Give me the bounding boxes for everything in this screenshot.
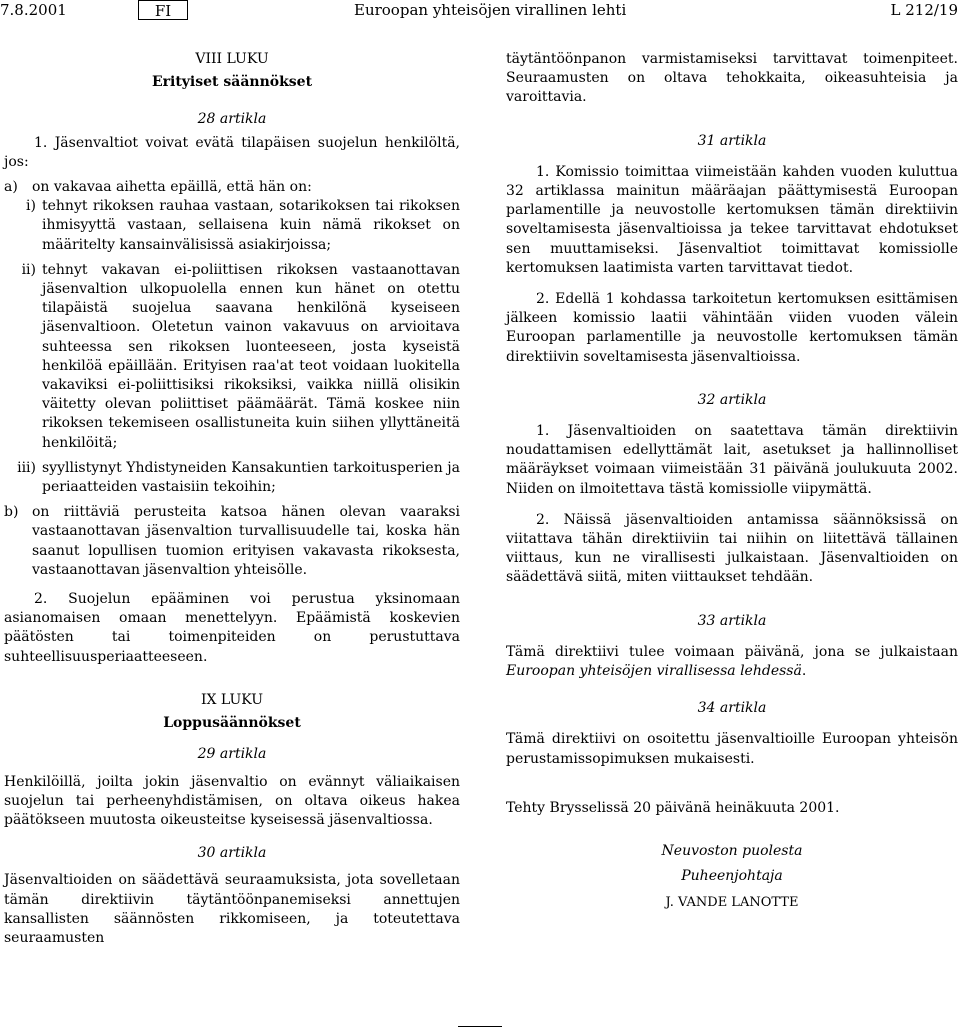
article-31-paragraph-1: 1. Komissio toimittaa viimeistään kahden vuoden kuluttua 32 artiklassa mainitun määräajan päättymisestä Euroopan parlamentille ja neuvostolle kertomuksen tämän direktiivin soveltamisesta jäsenvaltioissa ja tekee tarvittavat ehdotukset sen muuttamiseksi. Jäsenvaltiot toimittavat komissiolle kertomuksen laatimista varten tarvittavat tiedot. <box>506 163 958 276</box>
article-29-text: Henkilöillä, joilta jokin jäsenvaltio on evännyt väliaikaisen suojelun tai perheenyhdistämisen, on oltava oikeus hakea päätökseen muutosta oikeusteitse kyseisessä jäsenvaltiossa. <box>4 773 460 828</box>
list-item-ii <box>4 261 460 453</box>
article-34-heading: 34 artikla <box>697 700 767 717</box>
article-33-text <box>506 643 958 681</box>
list-label: b) <box>4 504 19 521</box>
chapter-9-label: IX LUKU <box>200 691 264 708</box>
footer-rule <box>458 1026 502 1027</box>
list-label: ii) <box>21 261 36 278</box>
signature-president-name: J. VANDE LANOTTE <box>665 894 799 910</box>
list-item-iii <box>4 459 460 497</box>
article-30-heading: 30 artikla <box>197 845 267 862</box>
list-text: tehnyt vakavan ei-poliittisen rikoksen vastaanottavan jäsenvaltion ulkopuolella ennen kun hänet on otettu tilapäistä suojelua saavana henkilönä kyseiseen jäsenvaltioon. Oletetun vainon vakavuus on arvioitava suhteessa sen rikoksen luonteeseen, josta kyseistä henkilöä epäillään. Erityisen raa'at teot voidaan luokitella vakaviksi ei-poliittisiksi rikoksiksi, vaikka niillä olisikin väitetty olevan poliittiset päämäärät. Tämä koskee niin rikoksen tekemiseen osallistuneita kuin siihen yllyttäneitä henkilöitä; <box>42 261 460 451</box>
signature-council: Neuvoston puolesta <box>661 843 803 860</box>
header-journal-title: Euroopan yhteisöjen virallinen lehti <box>354 1 627 19</box>
chapter-8-label: VIII LUKU <box>195 51 269 67</box>
article-32-paragraph-2: 2. Näissä jäsenvaltioiden antamissa säännöksissä on viitattava tähän direktiiviin tai niihin on liitettävä tällainen viittaus, kun ne virallisesti julkaistaan. Jäsenvaltioiden on säädettävä siitä, miten viittaukset tehdään. <box>506 511 958 586</box>
list-label: i) <box>26 198 36 215</box>
list-text: tehnyt rikoksen rauhaa vastaan, sotarikoksen tai rikoksen ihmisyyttä vastaan, sellaisena kuin nämä rikokset on määritelty kansainvälisissä asiakirjoissa; <box>42 198 460 253</box>
article-28-paragraph-1: 1. Jäsenvaltiot voivat evätä tilapäisen suojelun henkilöltä, jos: <box>4 134 460 170</box>
article-32-paragraph-1: 1. Jäsenvaltioiden on saatettava tämän direktiivin noudattamisen edellyttämät lait, asetukset ja hallinnolliset määräykset voimaan viimeistään 31 päivänä joulukuuta 2002. Niiden on ilmoitettava tästä komissiolle viipymättä. <box>506 423 958 497</box>
article-28-paragraph-2: 2. Suojelun epääminen voi perustua yksinomaan asianomaisen omaan menettelyyn. Epäämistä koskevien päätösten tai toimenpiteiden on perustuttava suhteellisuusperiaatteeseen. <box>4 591 460 665</box>
header-page-number: L 212/19 <box>890 1 958 19</box>
page-header <box>0 0 960 24</box>
list-text: syyllistynyt Yhdistyneiden Kansakuntien tarkoitusperien ja periaatteiden vastaisiin tekoihin; <box>42 459 460 496</box>
signing-place-date: Tehty Brysselissä 20 päivänä heinäkuuta 2001. <box>506 799 840 816</box>
list-item-a <box>4 178 460 197</box>
signature-president-title: Puheenjohtaja <box>681 868 783 885</box>
list-text: on riittäviä perusteita katsoa hänen olevan vaaraksi vastaanottavan jäsenvaltion turvallisuudelle tai, koska hän saanut lopullisen tuomion erityisen vakavasta rikoksesta, vastaanottavan jäsenvaltion yhteisölle. <box>32 504 460 578</box>
left-column <box>4 50 460 948</box>
list-item-b <box>4 503 460 580</box>
article-33-heading: 33 artikla <box>697 612 767 629</box>
header-date: 7.8.2001 <box>0 1 67 19</box>
chapter-9-title: Loppusäännökset <box>163 715 301 732</box>
list-label: a) <box>4 179 18 196</box>
article-33-text-start: Tämä direktiivi tulee voimaan päivänä, jona se julkaistaan <box>506 643 958 660</box>
chapter-8-title: Erityiset säännökset <box>151 74 313 91</box>
article-28-heading: 28 artikla <box>197 111 267 128</box>
list-text: on vakavaa aihetta epäillä, että hän on: <box>32 179 312 196</box>
list-item-i <box>4 197 460 255</box>
article-31-heading: 31 artikla <box>697 132 767 149</box>
article-30-text: Jäsenvaltioiden on säädettävä seuraamuksista, jota sovelletaan tämän direktiivin täytäntöönpanemiseksi annettujen kansallisten säännösten rikkomiseen, ja toteutettava seuraamusten <box>4 872 460 946</box>
article-34-text: Tämä direktiivi on osoitettu jäsenvaltioille Euroopan yhteisön perustamissopimuksen mukaisesti. <box>506 731 958 767</box>
article-29-heading: 29 artikla <box>197 746 267 763</box>
article-30-continued: täytäntöönpanon varmistamiseksi tarvittavat toimenpiteet. Seuraamusten on oltava tehokkaita, oikeasuhteisia ja varoittavia. <box>506 51 958 106</box>
article-32-heading: 32 artikla <box>697 391 767 408</box>
header-language-box: FI <box>138 0 188 20</box>
article-33-text-end: . <box>801 663 807 680</box>
list-label: iii) <box>17 459 36 476</box>
article-31-paragraph-2: 2. Edellä 1 kohdassa tarkoitetun kertomuksen esittämisen jälkeen komissio laatii vähintään viiden vuoden välein Euroopan parlamentille ja neuvostolle kertomuksen tämän direktiivin soveltamisesta jäsenvaltioissa. <box>506 291 958 365</box>
article-33-journal-name: Euroopan yhteisöjen virallisessa lehdessä <box>506 663 802 680</box>
right-column <box>506 50 958 912</box>
